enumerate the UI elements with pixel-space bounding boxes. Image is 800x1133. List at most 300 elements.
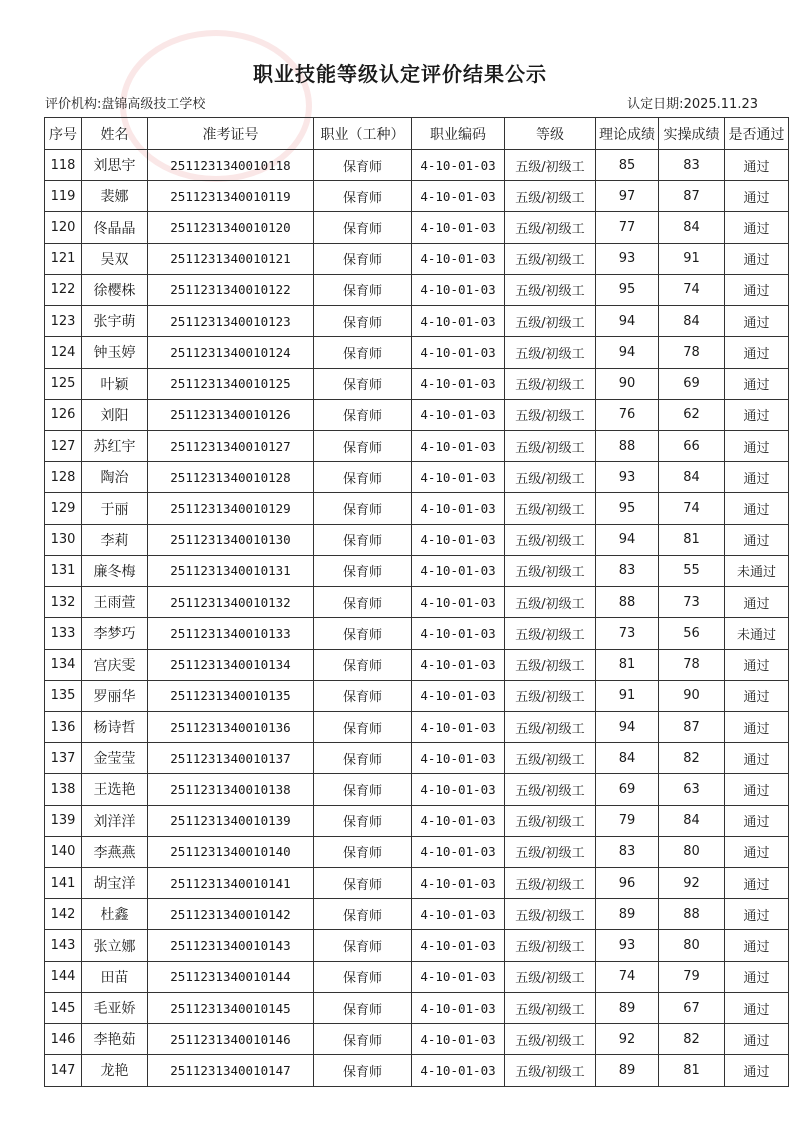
occupation-cell: 保育师 <box>314 774 412 805</box>
theory-score-cell: 89 <box>596 899 659 930</box>
occupation-cell: 保育师 <box>314 836 412 867</box>
passed-cell: 通过 <box>725 306 789 337</box>
passed-cell: 通过 <box>725 368 789 399</box>
practical-score-cell: 92 <box>659 868 725 899</box>
ticket-no-cell: 2511231340010130 <box>148 524 314 555</box>
level-cell: 五级/初级工 <box>505 649 596 680</box>
ticket-no-cell: 2511231340010127 <box>148 430 314 461</box>
seq-cell: 145 <box>45 992 82 1023</box>
passed-cell: 未通过 <box>725 618 789 649</box>
header-col-occupation-code: 职业编码 <box>412 118 505 150</box>
theory-score-cell: 88 <box>596 587 659 618</box>
theory-score-cell: 77 <box>596 212 659 243</box>
name-cell: 徐樱株 <box>82 274 148 305</box>
passed-cell: 通过 <box>725 243 789 274</box>
table-row <box>45 462 789 493</box>
org-name: 盘锦高级技工学校 <box>101 97 206 112</box>
seq-cell: 120 <box>45 212 82 243</box>
practical-score-cell: 80 <box>659 836 725 867</box>
occupation-cell: 保育师 <box>314 587 412 618</box>
occupation-cell: 保育师 <box>314 868 412 899</box>
passed-cell: 通过 <box>725 680 789 711</box>
occupation-code-cell: 4-10-01-03 <box>412 212 505 243</box>
level-cell: 五级/初级工 <box>505 1055 596 1086</box>
practical-score-cell: 81 <box>659 1055 725 1086</box>
passed-cell: 通过 <box>725 868 789 899</box>
passed-cell: 通过 <box>725 337 789 368</box>
level-cell: 五级/初级工 <box>505 711 596 742</box>
theory-score-cell: 94 <box>596 711 659 742</box>
occupation-cell: 保育师 <box>314 368 412 399</box>
level-cell: 五级/初级工 <box>505 212 596 243</box>
ticket-no-cell: 2511231340010140 <box>148 836 314 867</box>
level-cell: 五级/初级工 <box>505 805 596 836</box>
occupation-cell: 保育师 <box>314 524 412 555</box>
practical-score-cell: 87 <box>659 181 725 212</box>
level-cell: 五级/初级工 <box>505 524 596 555</box>
name-cell: 李艳茹 <box>82 1024 148 1055</box>
level-cell: 五级/初级工 <box>505 150 596 181</box>
level-cell: 五级/初级工 <box>505 306 596 337</box>
level-cell: 五级/初级工 <box>505 680 596 711</box>
name-cell: 杨诗哲 <box>82 711 148 742</box>
occupation-code-cell: 4-10-01-03 <box>412 711 505 742</box>
practical-score-cell: 66 <box>659 430 725 461</box>
theory-score-cell: 85 <box>596 150 659 181</box>
seq-cell: 119 <box>45 181 82 212</box>
name-cell: 张宇萌 <box>82 306 148 337</box>
occupation-cell: 保育师 <box>314 1055 412 1086</box>
practical-score-cell: 81 <box>659 524 725 555</box>
theory-score-cell: 73 <box>596 618 659 649</box>
name-cell: 田苗 <box>82 961 148 992</box>
header-col-practical-score: 实操成绩 <box>659 118 725 150</box>
ticket-no-cell: 2511231340010132 <box>148 587 314 618</box>
occupation-cell: 保育师 <box>314 618 412 649</box>
name-cell: 陶治 <box>82 462 148 493</box>
passed-cell: 通过 <box>725 961 789 992</box>
passed-cell: 通过 <box>725 1055 789 1086</box>
name-cell: 廉冬梅 <box>82 555 148 586</box>
practical-score-cell: 84 <box>659 212 725 243</box>
seq-cell: 146 <box>45 1024 82 1055</box>
theory-score-cell: 94 <box>596 306 659 337</box>
table-row <box>45 992 789 1023</box>
seq-cell: 126 <box>45 399 82 430</box>
occupation-code-cell: 4-10-01-03 <box>412 649 505 680</box>
occupation-code-cell: 4-10-01-03 <box>412 462 505 493</box>
table-row <box>45 711 789 742</box>
level-cell: 五级/初级工 <box>505 1024 596 1055</box>
ticket-no-cell: 2511231340010147 <box>148 1055 314 1086</box>
occupation-cell: 保育师 <box>314 399 412 430</box>
occupation-code-cell: 4-10-01-03 <box>412 150 505 181</box>
theory-score-cell: 89 <box>596 992 659 1023</box>
seq-cell: 141 <box>45 868 82 899</box>
table-row <box>45 150 789 181</box>
occupation-code-cell: 4-10-01-03 <box>412 618 505 649</box>
ticket-no-cell: 2511231340010122 <box>148 274 314 305</box>
ticket-no-cell: 2511231340010137 <box>148 743 314 774</box>
ticket-no-cell: 2511231340010138 <box>148 774 314 805</box>
evaluation-org <box>45 93 205 112</box>
theory-score-cell: 88 <box>596 430 659 461</box>
theory-score-cell: 94 <box>596 524 659 555</box>
occupation-cell: 保育师 <box>314 306 412 337</box>
occupation-code-cell: 4-10-01-03 <box>412 868 505 899</box>
table-row <box>45 243 789 274</box>
practical-score-cell: 84 <box>659 462 725 493</box>
practical-score-cell: 82 <box>659 1024 725 1055</box>
header-col-level: 等级 <box>505 118 596 150</box>
practical-score-cell: 84 <box>659 306 725 337</box>
table-row <box>45 399 789 430</box>
occupation-cell: 保育师 <box>314 743 412 774</box>
level-cell: 五级/初级工 <box>505 430 596 461</box>
passed-cell: 通过 <box>725 399 789 430</box>
ticket-no-cell: 2511231340010120 <box>148 212 314 243</box>
practical-score-cell: 79 <box>659 961 725 992</box>
practical-score-cell: 84 <box>659 805 725 836</box>
theory-score-cell: 74 <box>596 961 659 992</box>
level-cell: 五级/初级工 <box>505 587 596 618</box>
occupation-code-cell: 4-10-01-03 <box>412 805 505 836</box>
practical-score-cell: 62 <box>659 399 725 430</box>
practical-score-cell: 56 <box>659 618 725 649</box>
ticket-no-cell: 2511231340010146 <box>148 1024 314 1055</box>
level-cell: 五级/初级工 <box>505 774 596 805</box>
passed-cell: 通过 <box>725 430 789 461</box>
theory-score-cell: 91 <box>596 680 659 711</box>
ticket-no-cell: 2511231340010136 <box>148 711 314 742</box>
occupation-cell: 保育师 <box>314 181 412 212</box>
seq-cell: 132 <box>45 587 82 618</box>
theory-score-cell: 69 <box>596 774 659 805</box>
level-cell: 五级/初级工 <box>505 992 596 1023</box>
occupation-code-cell: 4-10-01-03 <box>412 899 505 930</box>
occupation-cell: 保育师 <box>314 150 412 181</box>
table-row <box>45 868 789 899</box>
ticket-no-cell: 2511231340010134 <box>148 649 314 680</box>
occupation-code-cell: 4-10-01-03 <box>412 337 505 368</box>
occupation-code-cell: 4-10-01-03 <box>412 1024 505 1055</box>
table-row <box>45 430 789 461</box>
level-cell: 五级/初级工 <box>505 961 596 992</box>
occupation-cell: 保育师 <box>314 1024 412 1055</box>
theory-score-cell: 90 <box>596 368 659 399</box>
ticket-no-cell: 2511231340010123 <box>148 306 314 337</box>
ticket-no-cell: 2511231340010139 <box>148 805 314 836</box>
seq-cell: 127 <box>45 430 82 461</box>
theory-score-cell: 83 <box>596 555 659 586</box>
occupation-code-cell: 4-10-01-03 <box>412 961 505 992</box>
ticket-no-cell: 2511231340010135 <box>148 680 314 711</box>
level-cell: 五级/初级工 <box>505 555 596 586</box>
name-cell: 王选艳 <box>82 774 148 805</box>
table-row <box>45 493 789 524</box>
name-cell: 刘洋洋 <box>82 805 148 836</box>
occupation-cell: 保育师 <box>314 649 412 680</box>
seq-cell: 139 <box>45 805 82 836</box>
level-cell: 五级/初级工 <box>505 399 596 430</box>
practical-score-cell: 74 <box>659 274 725 305</box>
table-row <box>45 899 789 930</box>
theory-score-cell: 97 <box>596 181 659 212</box>
level-cell: 五级/初级工 <box>505 274 596 305</box>
practical-score-cell: 63 <box>659 774 725 805</box>
passed-cell: 通过 <box>725 1024 789 1055</box>
theory-score-cell: 84 <box>596 743 659 774</box>
name-cell: 毛亚娇 <box>82 992 148 1023</box>
level-cell: 五级/初级工 <box>505 899 596 930</box>
name-cell: 叶颖 <box>82 368 148 399</box>
occupation-cell: 保育师 <box>314 212 412 243</box>
results-table <box>44 117 789 1087</box>
occupation-code-cell: 4-10-01-03 <box>412 992 505 1023</box>
practical-score-cell: 67 <box>659 992 725 1023</box>
seq-cell: 125 <box>45 368 82 399</box>
occupation-code-cell: 4-10-01-03 <box>412 493 505 524</box>
practical-score-cell: 78 <box>659 337 725 368</box>
occupation-cell: 保育师 <box>314 805 412 836</box>
passed-cell: 通过 <box>725 150 789 181</box>
occupation-cell: 保育师 <box>314 337 412 368</box>
passed-cell: 通过 <box>725 774 789 805</box>
header-col-passed: 是否通过 <box>725 118 789 150</box>
theory-score-cell: 95 <box>596 493 659 524</box>
seq-cell: 129 <box>45 493 82 524</box>
name-cell: 杜鑫 <box>82 899 148 930</box>
occupation-code-cell: 4-10-01-03 <box>412 181 505 212</box>
header-col-seq: 序号 <box>45 118 82 150</box>
name-cell: 于丽 <box>82 493 148 524</box>
occupation-code-cell: 4-10-01-03 <box>412 274 505 305</box>
table-body <box>45 150 789 1087</box>
theory-score-cell: 83 <box>596 836 659 867</box>
occupation-code-cell: 4-10-01-03 <box>412 524 505 555</box>
level-cell: 五级/初级工 <box>505 462 596 493</box>
ticket-no-cell: 2511231340010118 <box>148 150 314 181</box>
ticket-no-cell: 2511231340010141 <box>148 868 314 899</box>
table-row <box>45 337 789 368</box>
practical-score-cell: 91 <box>659 243 725 274</box>
passed-cell: 通过 <box>725 587 789 618</box>
practical-score-cell: 74 <box>659 493 725 524</box>
occupation-code-cell: 4-10-01-03 <box>412 1055 505 1086</box>
occupation-cell: 保育师 <box>314 243 412 274</box>
occupation-code-cell: 4-10-01-03 <box>412 680 505 711</box>
theory-score-cell: 95 <box>596 274 659 305</box>
name-cell: 佟晶晶 <box>82 212 148 243</box>
name-cell: 王雨萱 <box>82 587 148 618</box>
level-cell: 五级/初级工 <box>505 836 596 867</box>
occupation-cell: 保育师 <box>314 555 412 586</box>
practical-score-cell: 78 <box>659 649 725 680</box>
name-cell: 胡宝洋 <box>82 868 148 899</box>
ticket-no-cell: 2511231340010133 <box>148 618 314 649</box>
level-cell: 五级/初级工 <box>505 930 596 961</box>
table-row <box>45 680 789 711</box>
practical-score-cell: 80 <box>659 930 725 961</box>
theory-score-cell: 92 <box>596 1024 659 1055</box>
org-label: 评价机构: <box>45 97 102 112</box>
seq-cell: 143 <box>45 930 82 961</box>
occupation-code-cell: 4-10-01-03 <box>412 774 505 805</box>
passed-cell: 通过 <box>725 493 789 524</box>
name-cell: 李燕燕 <box>82 836 148 867</box>
ticket-no-cell: 2511231340010144 <box>148 961 314 992</box>
seq-cell: 147 <box>45 1055 82 1086</box>
seq-cell: 131 <box>45 555 82 586</box>
table-row <box>45 618 789 649</box>
table-row <box>45 181 789 212</box>
table-row <box>45 368 789 399</box>
ticket-no-cell: 2511231340010128 <box>148 462 314 493</box>
occupation-code-cell: 4-10-01-03 <box>412 555 505 586</box>
passed-cell: 通过 <box>725 181 789 212</box>
occupation-code-cell: 4-10-01-03 <box>412 243 505 274</box>
table-row <box>45 306 789 337</box>
passed-cell: 通过 <box>725 805 789 836</box>
passed-cell: 通过 <box>725 524 789 555</box>
occupation-cell: 保育师 <box>314 493 412 524</box>
seq-cell: 140 <box>45 836 82 867</box>
passed-cell: 通过 <box>725 836 789 867</box>
occupation-cell: 保育师 <box>314 961 412 992</box>
occupation-cell: 保育师 <box>314 930 412 961</box>
theory-score-cell: 96 <box>596 868 659 899</box>
theory-score-cell: 93 <box>596 243 659 274</box>
seq-cell: 137 <box>45 743 82 774</box>
passed-cell: 通过 <box>725 462 789 493</box>
seq-cell: 138 <box>45 774 82 805</box>
name-cell: 刘思宇 <box>82 150 148 181</box>
date-value: 2025.11.23 <box>683 97 758 112</box>
level-cell: 五级/初级工 <box>505 618 596 649</box>
ticket-no-cell: 2511231340010142 <box>148 899 314 930</box>
occupation-cell: 保育师 <box>314 711 412 742</box>
passed-cell: 通过 <box>725 743 789 774</box>
passed-cell: 通过 <box>725 212 789 243</box>
occupation-cell: 保育师 <box>314 899 412 930</box>
theory-score-cell: 79 <box>596 805 659 836</box>
seq-cell: 135 <box>45 680 82 711</box>
date-label: 认定日期: <box>627 97 684 112</box>
passed-cell: 通过 <box>725 899 789 930</box>
ticket-no-cell: 2511231340010125 <box>148 368 314 399</box>
occupation-code-cell: 4-10-01-03 <box>412 930 505 961</box>
table-row <box>45 774 789 805</box>
seq-cell: 123 <box>45 306 82 337</box>
level-cell: 五级/初级工 <box>505 743 596 774</box>
table-row <box>45 587 789 618</box>
name-cell: 钟玉婷 <box>82 337 148 368</box>
header-col-theory-score: 理论成绩 <box>596 118 659 150</box>
level-cell: 五级/初级工 <box>505 868 596 899</box>
name-cell: 苏红宇 <box>82 430 148 461</box>
occupation-code-cell: 4-10-01-03 <box>412 430 505 461</box>
theory-score-cell: 94 <box>596 337 659 368</box>
name-cell: 李梦巧 <box>82 618 148 649</box>
passed-cell: 通过 <box>725 649 789 680</box>
level-cell: 五级/初级工 <box>505 493 596 524</box>
name-cell: 裴娜 <box>82 181 148 212</box>
passed-cell: 未通过 <box>725 555 789 586</box>
occupation-code-cell: 4-10-01-03 <box>412 368 505 399</box>
ticket-no-cell: 2511231340010145 <box>148 992 314 1023</box>
table-row <box>45 524 789 555</box>
level-cell: 五级/初级工 <box>505 243 596 274</box>
seq-cell: 118 <box>45 150 82 181</box>
name-cell: 刘阳 <box>82 399 148 430</box>
seq-cell: 142 <box>45 899 82 930</box>
theory-score-cell: 93 <box>596 930 659 961</box>
ticket-no-cell: 2511231340010126 <box>148 399 314 430</box>
seq-cell: 134 <box>45 649 82 680</box>
theory-score-cell: 89 <box>596 1055 659 1086</box>
theory-score-cell: 81 <box>596 649 659 680</box>
seq-cell: 121 <box>45 243 82 274</box>
ticket-no-cell: 2511231340010143 <box>148 930 314 961</box>
practical-score-cell: 88 <box>659 899 725 930</box>
ticket-no-cell: 2511231340010129 <box>148 493 314 524</box>
seq-cell: 144 <box>45 961 82 992</box>
ticket-no-cell: 2511231340010124 <box>148 337 314 368</box>
table-row <box>45 649 789 680</box>
occupation-cell: 保育师 <box>314 680 412 711</box>
name-cell: 金莹莹 <box>82 743 148 774</box>
practical-score-cell: 87 <box>659 711 725 742</box>
page-title: 职业技能等级认定评价结果公示 <box>253 62 547 86</box>
ticket-no-cell: 2511231340010131 <box>148 555 314 586</box>
level-cell: 五级/初级工 <box>505 181 596 212</box>
practical-score-cell: 73 <box>659 587 725 618</box>
occupation-code-cell: 4-10-01-03 <box>412 836 505 867</box>
name-cell: 吴双 <box>82 243 148 274</box>
passed-cell: 通过 <box>725 711 789 742</box>
seq-cell: 128 <box>45 462 82 493</box>
practical-score-cell: 83 <box>659 150 725 181</box>
occupation-code-cell: 4-10-01-03 <box>412 306 505 337</box>
occupation-cell: 保育师 <box>314 430 412 461</box>
occupation-cell: 保育师 <box>314 992 412 1023</box>
table-row <box>45 555 789 586</box>
name-cell: 龙艳 <box>82 1055 148 1086</box>
seq-cell: 133 <box>45 618 82 649</box>
header-col-occupation: 职业（工种） <box>314 118 412 150</box>
occupation-code-cell: 4-10-01-03 <box>412 743 505 774</box>
level-cell: 五级/初级工 <box>505 337 596 368</box>
table-row <box>45 836 789 867</box>
header-col-name: 姓名 <box>82 118 148 150</box>
theory-score-cell: 76 <box>596 399 659 430</box>
table-row <box>45 1055 789 1086</box>
ticket-no-cell: 2511231340010121 <box>148 243 314 274</box>
seq-cell: 124 <box>45 337 82 368</box>
table-header-row <box>45 118 789 150</box>
passed-cell: 通过 <box>725 930 789 961</box>
practical-score-cell: 90 <box>659 680 725 711</box>
practical-score-cell: 55 <box>659 555 725 586</box>
passed-cell: 通过 <box>725 274 789 305</box>
table-row <box>45 212 789 243</box>
table-row <box>45 1024 789 1055</box>
occupation-cell: 保育师 <box>314 462 412 493</box>
occupation-code-cell: 4-10-01-03 <box>412 587 505 618</box>
seq-cell: 136 <box>45 711 82 742</box>
certification-date <box>627 93 758 112</box>
seq-cell: 122 <box>45 274 82 305</box>
